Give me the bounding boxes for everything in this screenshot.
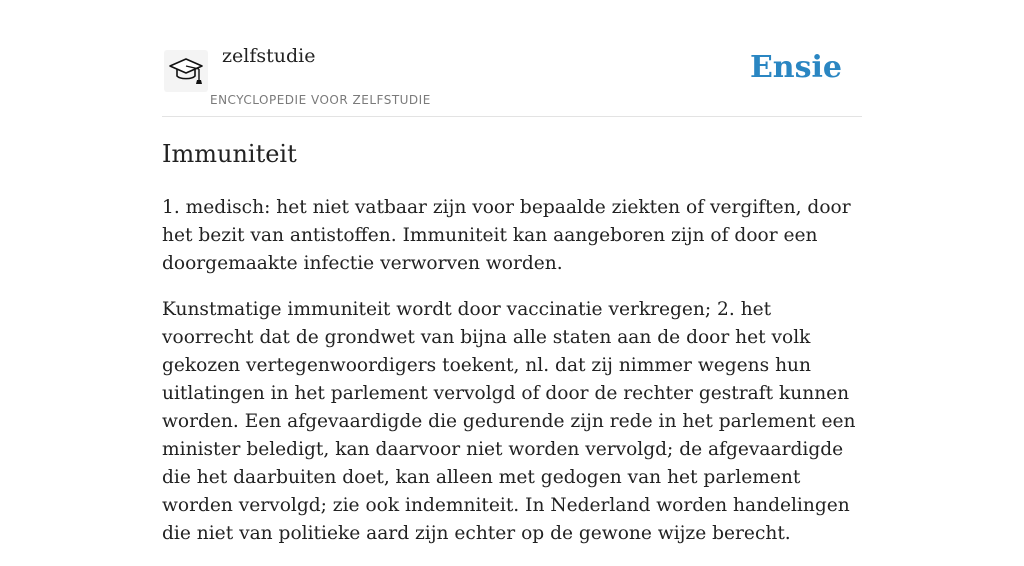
article-paragraph: Kunstmatige immuniteit wordt door vaccinatie verkregen; 2. het voorrecht dat de grondwet van bijna alle staten aan de door het volk gekozen vertegenwoordigers toekent, nl. dat zij nimmer wegens hun uitlatingen in het parlement vervolgd of door de rechter gestraft kunnen worden. Een afgevaardigde die gedurende zijn rede in het parlement een minister beledigt, kan daarvoor niet worden vervolgd; de afgevaardigde die het daarbuiten doet, kan alleen met gedogen van het parlement worden vervolgd; zie ook indemniteit. In Nederland worden handelingen die niet van politieke aard zijn echter op de gewone wijze berecht. — [162, 299, 856, 544]
site-name[interactable]: zelfstudie — [222, 45, 316, 67]
article-title: Immuniteit — [162, 140, 297, 168]
article — [162, 136, 862, 566]
site-header — [162, 0, 862, 117]
ensie-brand-link[interactable]: Ensie — [749, 50, 842, 85]
article-paragraph: 1. medisch: het niet vatbaar zijn voor bepaalde ziekten of vergiften, door het bezit van antistoffen. Immuniteit kan aangeboren zijn of door een doorgemaakte infectie verworven worden. — [162, 197, 851, 274]
site-logo[interactable] — [164, 50, 208, 92]
site-tagline: ENCYCLOPEDIE VOOR ZELFSTUDIE — [210, 93, 431, 107]
